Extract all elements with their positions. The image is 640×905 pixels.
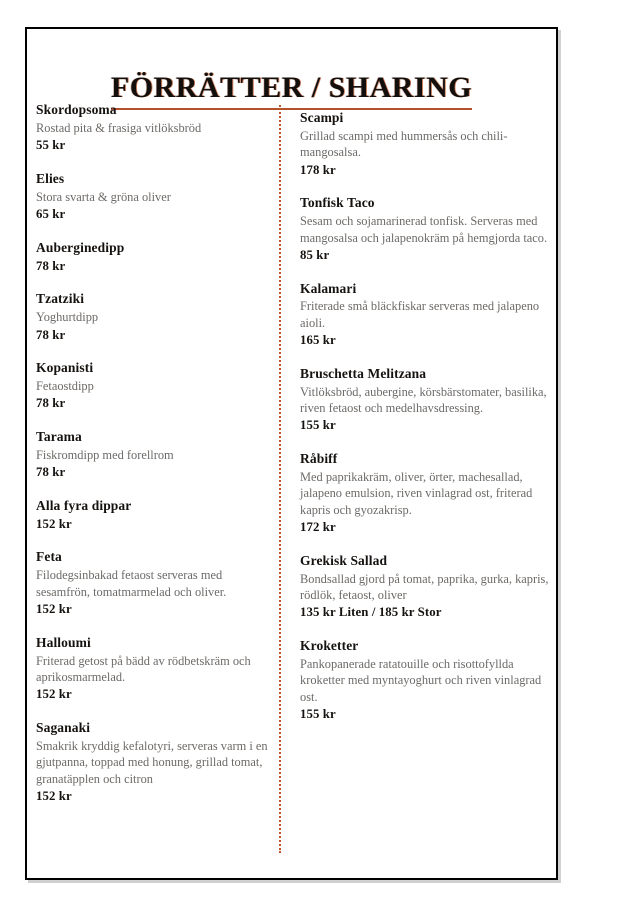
menu-item-name: Kalamari — [300, 280, 357, 296]
menu-columns — [27, 102, 556, 853]
menu-column-left — [27, 102, 279, 805]
menu-item-price: 172 kr — [300, 520, 336, 534]
menu-item-description: Stora svarta & gröna oliver — [36, 189, 171, 204]
menu-item-name: Auberginedipp — [36, 239, 125, 255]
menu-item-name: Tarama — [36, 429, 82, 444]
menu-item-name: Skordopsoma — [36, 102, 117, 117]
menu-item — [36, 240, 275, 275]
menu-item-description: Pankopanerade ratatouille och risottofyllda kroketter med myntayoghurt och riven vinlagrad ost. — [300, 656, 542, 704]
menu-item-price: 155 kr — [300, 418, 336, 433]
menu-item — [36, 102, 275, 154]
menu-item-description: Yoghurtdipp — [36, 310, 99, 325]
menu-item-price: 178 kr — [300, 162, 336, 177]
menu-item-description: Friterad getost på bädd av rödbetskräm och aprikosmarmelad. — [36, 653, 251, 684]
menu-item-name: Grekisk Sallad — [300, 552, 388, 568]
menu-item-name: Feta — [36, 549, 62, 565]
menu-item — [36, 171, 275, 223]
menu-item-description: Fiskromdipp med forellrom — [36, 447, 174, 462]
menu-item — [300, 451, 550, 536]
menu-item — [300, 281, 550, 349]
menu-item-description: Fetaostdipp — [36, 379, 94, 393]
menu-item-price: 78 kr — [36, 396, 66, 411]
menu-item-price: 152 kr — [36, 516, 72, 531]
menu-item-price: 135 kr Liten / 185 kr Stor — [300, 605, 442, 620]
menu-item-description: Rostad pita & frasiga vitlöksbröd — [36, 120, 202, 135]
menu-page-frame — [25, 27, 558, 880]
menu-item-price: 55 kr — [36, 138, 66, 153]
menu-item — [36, 498, 275, 533]
menu-item-description: Friterade små bläckfiskar serveras med jalapeno aioli. — [300, 299, 540, 330]
menu-item-description: Smakrik kryddig kefalotyri, serveras varm i en gjutpanna, toppad med honung, grillad tomat, granatäpplen och citron — [36, 738, 268, 786]
menu-item-description: Med paprikakräm, oliver, örter, machesallad, jalapeno emulsion, riven vinlagrad ost, friterad kapris och gyozakrisp. — [300, 469, 533, 517]
menu-item — [300, 366, 550, 434]
menu-item-price: 165 kr — [300, 333, 336, 348]
menu-item — [300, 553, 550, 621]
menu-item-name: Kopanisti — [36, 360, 94, 376]
menu-item — [36, 291, 275, 343]
menu-item-name: Halloumi — [36, 634, 91, 650]
menu-item — [36, 635, 275, 703]
menu-item-price: 65 kr — [36, 207, 66, 222]
menu-item-name: Scampi — [300, 110, 344, 125]
menu-column-right — [283, 102, 556, 723]
menu-item-price: 152 kr — [36, 788, 72, 803]
menu-item-name: Tzatziki — [36, 291, 85, 307]
menu-item-name: Elies — [36, 170, 65, 186]
menu-item — [300, 195, 550, 263]
menu-item-price: 78 kr — [36, 465, 66, 480]
menu-item — [36, 720, 275, 805]
menu-item-name: Tonfisk Taco — [300, 195, 375, 211]
menu-item-price: 78 kr — [36, 258, 66, 273]
menu-item-description: Bondsallad gjord på tomat, paprika, gurka, kapris, rödlök, fetaost, oliver — [300, 571, 549, 602]
menu-item-name: Kroketter — [300, 637, 359, 653]
menu-item-description: Filodegsinbakad fetaost serveras med sesamfrön, tomatmarmelad och oliver. — [36, 568, 227, 599]
menu-item-price: 152 kr — [36, 602, 72, 616]
menu-item — [36, 429, 275, 481]
menu-item-price: 152 kr — [36, 687, 72, 702]
menu-item-name: Saganaki — [36, 719, 91, 735]
menu-item-description: Grillad scampi med hummersås och chili-mangosalsa. — [300, 128, 508, 160]
menu-item-name: Bruschetta Melitzana — [300, 365, 427, 381]
menu-item-price: 78 kr — [36, 327, 66, 342]
menu-item — [36, 549, 275, 617]
menu-item — [300, 638, 550, 723]
page-title: FÖRRÄTTER / SHARING — [111, 71, 472, 110]
menu-item — [36, 360, 275, 412]
menu-item-price: 85 kr — [300, 247, 330, 262]
menu-item-name: Alla fyra dippar — [36, 497, 132, 513]
menu-item-name: Råbiff — [300, 451, 338, 466]
menu-item-price: 155 kr — [300, 706, 336, 721]
menu-item-description: Vitlöksbröd, aubergine, körsbärstomater, basilika, riven fetaost och medelhavsdressing. — [300, 384, 547, 415]
menu-item — [300, 110, 550, 178]
menu-item-description: Sesam och sojamarinerad tonfisk. Serveras med mangosalsa och jalapenokräm på hemgjorda taco. — [300, 214, 548, 245]
